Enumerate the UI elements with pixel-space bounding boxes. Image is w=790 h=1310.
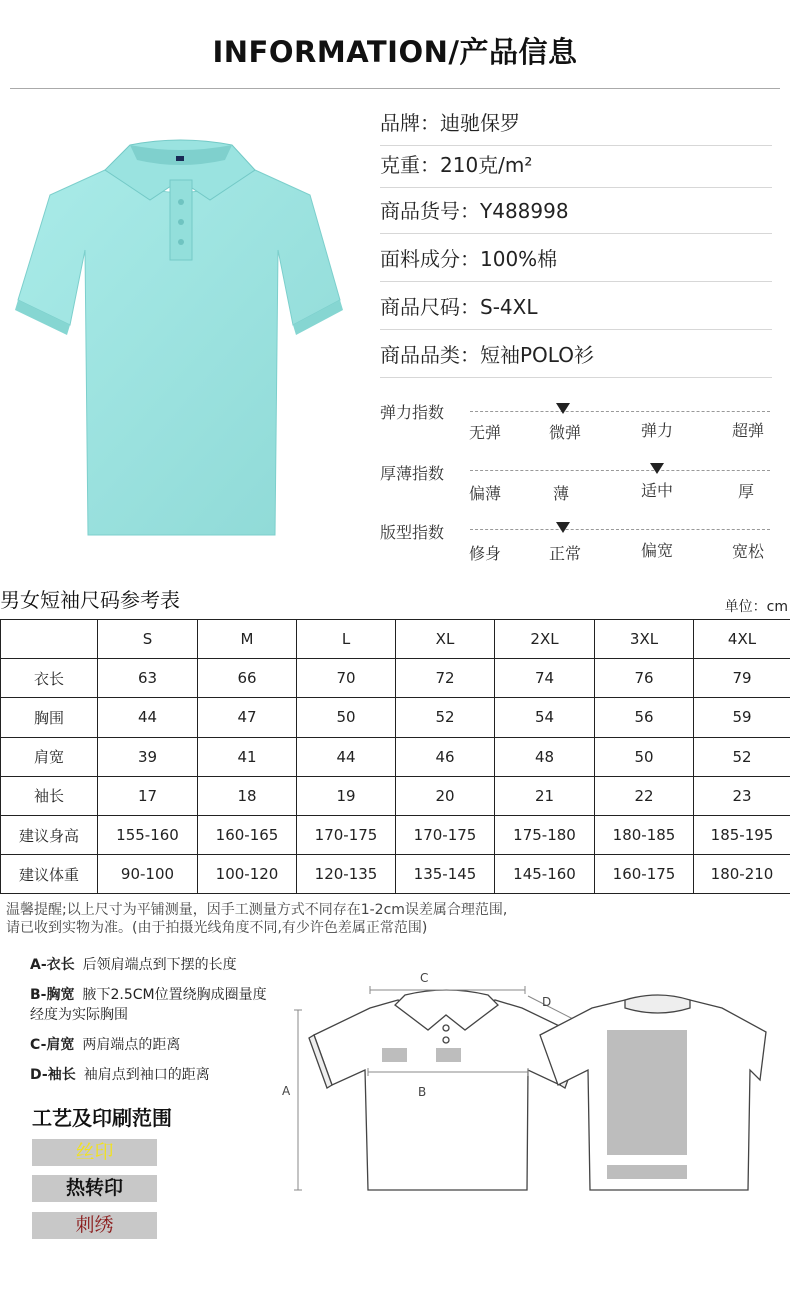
diagram-label-b: B: [418, 1085, 427, 1099]
page-title: INFORMATION/产品信息: [212, 35, 578, 69]
size-chart-cell: 79: [694, 659, 790, 698]
elasticity-option: 弹力: [640, 421, 673, 440]
definition-text: 腋下2.5CM位置绕胸成圈量度经度为实际胸围: [30, 987, 267, 1023]
size-chart-cell: 17: [98, 776, 198, 815]
size-chart-cell: 39: [98, 737, 198, 776]
spec-brand: 品牌：迪驰保罗: [380, 100, 772, 146]
back-print-area: [607, 1030, 687, 1155]
measurement-note: [6, 901, 507, 937]
fit-scale-line: [470, 529, 770, 530]
spec-label: 商品货号: [380, 199, 460, 223]
size-chart-row: [1, 815, 790, 854]
size-chart-row: [1, 698, 790, 737]
elasticity-index-label: 弹力指数: [380, 403, 445, 422]
fit-option: 修身: [468, 544, 501, 563]
front-shirt-outline: [309, 990, 583, 1190]
fit-index-label: 版型指数: [380, 523, 445, 542]
size-chart-cell: 56: [595, 698, 694, 737]
title-divider: [10, 88, 780, 89]
size-chart-row-label: 胸围: [1, 698, 98, 737]
size-chart-cell: 170-175: [297, 815, 396, 854]
size-chart-header-cell: XL: [396, 620, 495, 659]
size-chart-cell: 135-145: [396, 855, 495, 894]
spec-value: S-4XL: [480, 295, 538, 319]
size-chart-cell: 46: [396, 737, 495, 776]
size-chart-row: [1, 855, 790, 894]
craft-heat-transfer: 热转印: [32, 1175, 157, 1202]
size-chart-cell: 44: [98, 698, 198, 737]
back-hem-print-area: [607, 1165, 687, 1179]
thickness-option: 薄: [552, 484, 569, 503]
definition-key: A-衣长: [30, 957, 75, 973]
size-chart-cell: 21: [495, 776, 595, 815]
elasticity-scale-line: [470, 411, 770, 412]
size-chart-table: [0, 619, 790, 894]
size-chart-row-label: 建议身高: [1, 815, 98, 854]
diagram-label-a: A: [282, 1084, 291, 1098]
measurement-definitions: [30, 955, 290, 1095]
fit-option: 宽松: [731, 542, 764, 561]
spec-value: Y488998: [480, 199, 569, 223]
size-chart-header-cell: 3XL: [595, 620, 694, 659]
size-chart-row: [1, 776, 790, 815]
craft-silk-screen: 丝印: [32, 1139, 157, 1166]
size-chart-row-label: 建议体重: [1, 855, 98, 894]
diagram-label-c: C: [420, 971, 429, 985]
product-photo: [10, 120, 350, 550]
spec-item-number: 商品货号：Y488998: [380, 188, 772, 234]
size-chart-cell: 59: [694, 698, 790, 737]
definition-text: 两肩端点的距离: [82, 1037, 181, 1053]
note-line: 请已收到实物为准。(由于拍摄光线角度不同,有少许色差属正常范围): [6, 920, 428, 936]
spec-label: 面料成分: [380, 247, 460, 271]
size-chart-row: [1, 737, 790, 776]
spec-size-range: 商品尺码：S-4XL: [380, 284, 772, 330]
spec-weight: 克重：210克/m²: [380, 142, 772, 188]
fit-selected-marker: [556, 522, 570, 533]
spec-value: 210克/m²: [440, 153, 533, 177]
size-chart-cell: 170-175: [396, 815, 495, 854]
definition-length: [30, 955, 290, 975]
size-chart-cell: 74: [495, 659, 595, 698]
definition-shoulder: [30, 1035, 290, 1055]
size-chart-cell: 20: [396, 776, 495, 815]
size-chart-cell: 70: [297, 659, 396, 698]
thickness-option: 偏薄: [468, 484, 501, 503]
definition-key: D-袖长: [30, 1067, 76, 1083]
size-chart-cell: 145-160: [495, 855, 595, 894]
size-chart-title: 男女短袖尺码参考表: [0, 588, 180, 612]
size-chart-header-cell: S: [98, 620, 198, 659]
spec-label: 商品尺码: [380, 295, 460, 319]
size-chart-cell: 180-185: [595, 815, 694, 854]
size-chart-header-cell: M: [198, 620, 297, 659]
thickness-option: 厚: [737, 482, 754, 501]
front-right-print-area: [436, 1048, 461, 1062]
size-chart-cell: 175-180: [495, 815, 595, 854]
size-chart-unit: 单位：cm: [724, 599, 788, 615]
size-chart-cell: 180-210: [694, 855, 790, 894]
size-chart-cell: 50: [595, 737, 694, 776]
size-chart-cell: 100-120: [198, 855, 297, 894]
thickness-index-label: 厚薄指数: [380, 464, 445, 483]
size-chart-row-label: 肩宽: [1, 737, 98, 776]
size-chart-cell: 23: [694, 776, 790, 815]
size-chart-cell: 52: [396, 698, 495, 737]
definition-text: 袖肩点到袖口的距离: [83, 1067, 210, 1083]
definition-key: B-胸宽: [30, 987, 75, 1003]
fit-option: 正常: [548, 544, 581, 563]
size-chart-cell: 22: [595, 776, 694, 815]
size-chart-cell: 50: [297, 698, 396, 737]
elasticity-selected-marker: [556, 403, 570, 414]
size-chart-header-cell: 2XL: [495, 620, 595, 659]
size-chart-cell: 185-195: [694, 815, 790, 854]
size-chart-cell: 48: [495, 737, 595, 776]
size-chart-header-cell: [1, 620, 98, 659]
size-chart-header-cell: L: [297, 620, 396, 659]
definition-key: C-肩宽: [30, 1037, 75, 1053]
spec-value: 短袖POLO衫: [480, 343, 594, 367]
size-chart-cell: 44: [297, 737, 396, 776]
size-chart-row: [1, 659, 790, 698]
spec-value: 100%棉: [480, 247, 558, 271]
size-chart-cell: 76: [595, 659, 694, 698]
spec-label: 克重: [380, 153, 420, 177]
size-chart-cell: 72: [396, 659, 495, 698]
size-chart-cell: 41: [198, 737, 297, 776]
definition-chest: [30, 985, 280, 1025]
elasticity-option: 无弹: [468, 423, 501, 442]
size-chart-cell: 18: [198, 776, 297, 815]
size-chart-cell: 90-100: [98, 855, 198, 894]
definition-text: 后领肩端点到下摆的长度: [82, 957, 237, 973]
thickness-scale-line: [470, 470, 770, 471]
size-chart-cell: 47: [198, 698, 297, 737]
spec-value: 迪驰保罗: [440, 111, 520, 135]
craft-embroidery: 刺绣: [32, 1212, 157, 1239]
diagram-label-d: D: [542, 995, 552, 1009]
size-chart-cell: 160-175: [595, 855, 694, 894]
measurement-diagram: [270, 960, 770, 1220]
thickness-selected-marker: [650, 463, 664, 474]
size-chart-header-row: [1, 620, 790, 659]
size-chart-cell: 120-135: [297, 855, 396, 894]
definition-sleeve: [30, 1065, 290, 1085]
spec-label: 品牌: [380, 111, 420, 135]
size-chart-cell: 52: [694, 737, 790, 776]
size-chart-cell: 66: [198, 659, 297, 698]
note-line: 温馨提醒;以上尺寸为平铺测量，因手工测量方式不同存在1-2cm误差属合理范围,: [6, 902, 508, 918]
craft-title: 工艺及印刷范围: [32, 1106, 172, 1130]
size-chart-cell: 54: [495, 698, 595, 737]
spec-fabric: 面料成分：100%棉: [380, 236, 772, 282]
size-chart-row-label: 袖长: [1, 776, 98, 815]
size-chart-header-cell: 4XL: [694, 620, 790, 659]
size-chart-row-label: 衣长: [1, 659, 98, 698]
fit-option: 偏宽: [640, 541, 673, 560]
thickness-option: 适中: [640, 481, 673, 500]
elasticity-option: 微弹: [548, 423, 581, 442]
size-chart-cell: 160-165: [198, 815, 297, 854]
size-chart-cell: 19: [297, 776, 396, 815]
size-chart-cell: 63: [98, 659, 198, 698]
spec-category: 商品品类：短袖POLO衫: [380, 332, 772, 378]
size-chart-cell: 155-160: [98, 815, 198, 854]
elasticity-option: 超弹: [731, 421, 764, 440]
spec-label: 商品品类: [380, 343, 460, 367]
front-left-print-area: [382, 1048, 407, 1062]
